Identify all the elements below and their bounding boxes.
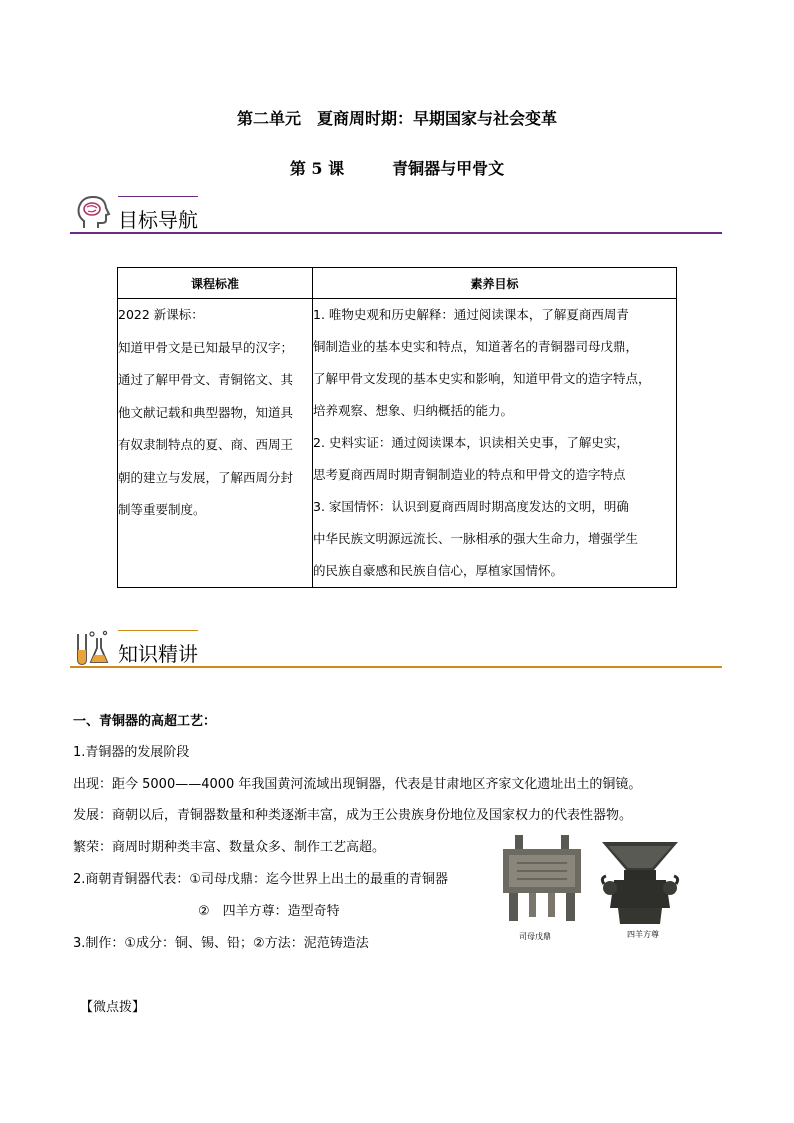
- brain-head-icon: [74, 194, 112, 232]
- goals-table: [117, 267, 677, 588]
- goal-line: 铜制造业的基本史实和特点，知道著名的青铜器司母戊鼎，: [313, 339, 639, 354]
- text-line: 发展：商朝以后，青铜器数量和种类逐渐丰富，成为王公贵族身份地位及国家权力的代表性器物。: [73, 808, 633, 823]
- text-line: 3.制作：①成分：铜、锡、铅；②方法：泥范铸造法: [73, 936, 369, 951]
- text-line: 繁荣：商周时期种类丰富、数量众多、制作工艺高超。: [73, 840, 386, 855]
- section-header-knowledge: [70, 626, 722, 668]
- goal-line: 了解甲骨文发现的基本史实和影响，知道甲骨文的造字特点，: [313, 371, 651, 386]
- goal-line: 3. 家国情怀：认识到夏商西周时期高度发达的文明，明确: [313, 499, 629, 514]
- goal-line: 中华民族文明源远流长、一脉相承的强大生命力，增强学生: [313, 531, 639, 546]
- standard-line: 制等重要制度。: [118, 502, 206, 517]
- lesson-title: 第 5 课 青铜器与甲骨文: [289, 159, 505, 178]
- text-line: ② 四羊方尊：造型奇特: [198, 904, 340, 919]
- text-line: 出现：距今 5000——4000 年我国黄河流域出现铜器，代表是甘肃地区齐家文化遗址出土的铜镜。: [73, 777, 642, 792]
- ding-caption: 司母戊鼎: [519, 932, 551, 941]
- text-line: 2.商朝青铜器代表：①司母戊鼎：迄今世界上出土的最重的青铜器: [73, 872, 449, 887]
- section-topline: [118, 630, 198, 631]
- goal-line: 的民族自豪感和民族自信心，厚植家国情怀。: [313, 563, 564, 578]
- zun-caption: 四羊方尊: [627, 930, 659, 939]
- simuwu-ding-image: [497, 833, 587, 925]
- standard-line: 通过了解甲骨文、青铜铭文、其: [118, 372, 294, 387]
- goal-line: 培养观察、想象、归纳概括的能力。: [313, 403, 514, 418]
- standard-line: 知道甲骨文是已知最早的汉字；: [118, 339, 294, 355]
- goal-line: 1. 唯物史观和历史解释：通过阅读课本，了解夏商西周青: [313, 307, 629, 322]
- section-underline: [70, 232, 722, 234]
- standard-line: 他文献记载和典型器物，知道具: [118, 404, 294, 420]
- goal-cell: [313, 299, 677, 588]
- standard-line: 朝的建立与发展，了解西周分封: [118, 469, 294, 485]
- section-topline: [118, 196, 198, 197]
- section-header-goals: [70, 192, 722, 234]
- section-underline: [70, 666, 722, 668]
- table-header-row: [118, 268, 677, 299]
- heading-bronze-craft: 一、青铜器的高超工艺：: [73, 714, 217, 729]
- text-line: 1.青铜器的发展阶段: [73, 745, 190, 760]
- standard-cell: [118, 299, 313, 588]
- goal-line: 2. 史料实证：通过阅读课本，识读相关史事，了解史实，: [313, 435, 629, 450]
- section-title-goals: 目标导航: [118, 208, 198, 232]
- table-header-goal: 素养目标: [313, 268, 677, 299]
- standard-line: 2022 新课标：: [118, 307, 204, 322]
- section-title-knowledge: 知识精讲: [118, 642, 198, 666]
- table-row: [118, 299, 677, 588]
- lab-flask-icon: [72, 628, 112, 666]
- tip-label: 【微点拨】: [80, 1000, 146, 1015]
- table-header-standard: 课程标准: [118, 268, 313, 299]
- four-goat-zun-image: [600, 840, 680, 928]
- standard-line: 有奴隶制特点的夏、商、西周王: [118, 437, 294, 452]
- goal-line: 思考夏商西周时期青铜制造业的特点和甲骨文的造字特点: [313, 467, 626, 482]
- unit-title: 第二单元 夏商周时期：早期国家与社会变革: [236, 109, 557, 128]
